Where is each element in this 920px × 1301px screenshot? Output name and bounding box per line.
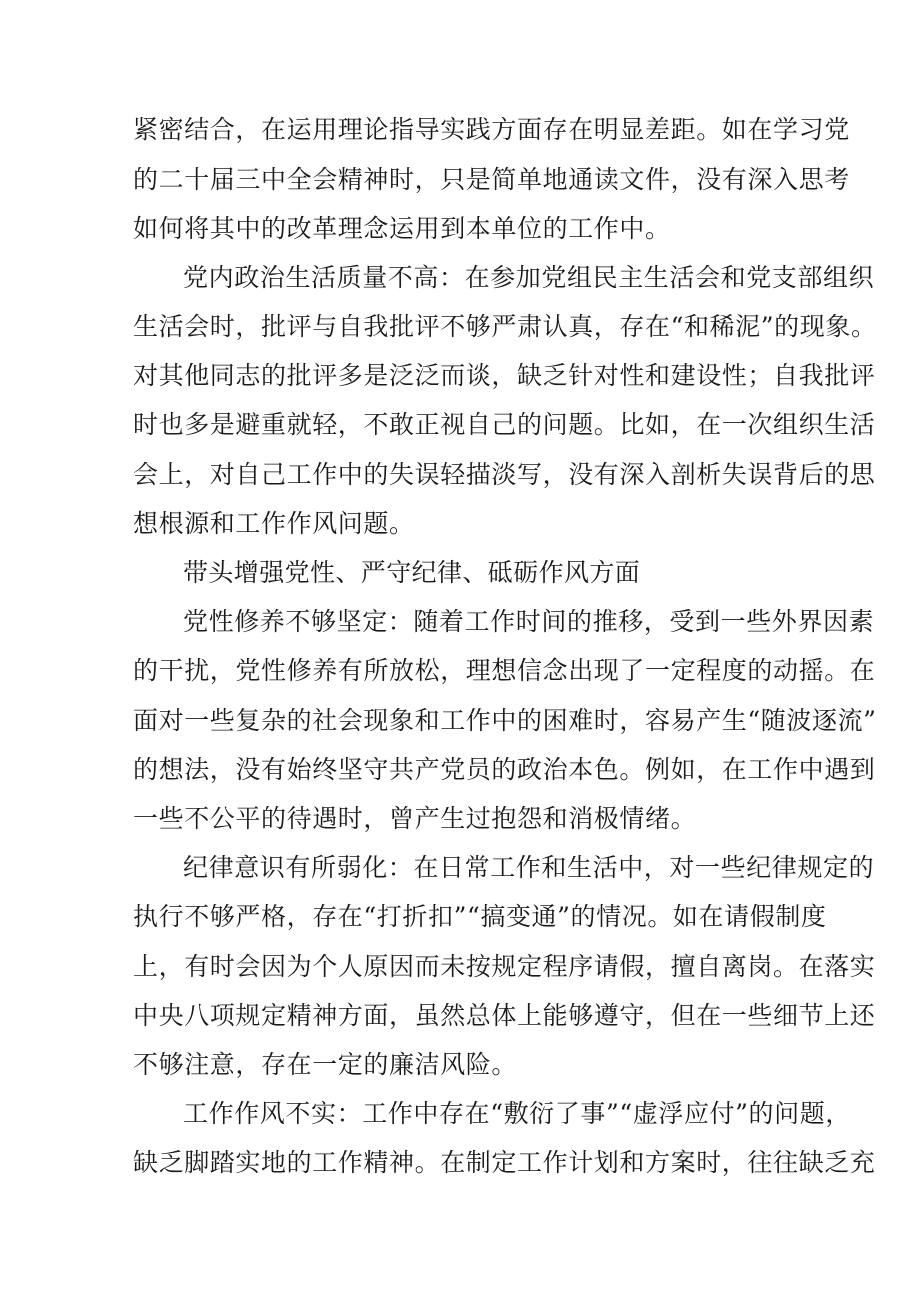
paragraph-first-line: 纪律意识有所弱化：在日常工作和生活中，对一些纪律规定的 xyxy=(183,853,875,882)
text-line: 面对一些复杂的社会现象和工作中的困难时，容易产生“随波逐流” xyxy=(133,706,877,735)
text-line: 执行不够严格，存在“打折扣”“搞变通”的情况。如在请假制度 xyxy=(133,902,827,931)
text-line: 中央八项规定精神方面，虽然总体上能够遵守，但在一些细节上还 xyxy=(133,1001,876,1030)
paragraph-first-line: 党性修养不够坚定：随着工作时间的推移，受到一些外界因素 xyxy=(183,607,875,636)
section-heading: 带头增强党性、严守纪律、砥砺作风方面 xyxy=(183,558,641,587)
text-line: 对其他同志的批评多是泛泛而谈，缺乏针对性和建设性；自我批评 xyxy=(133,361,876,390)
text-line: 上，有时会因为个人原因而未按规定程序请假，擅自离岗。在落实 xyxy=(133,952,876,981)
text-line: 如何将其中的改革理念运用到本单位的工作中。 xyxy=(133,214,671,243)
text-line: 一些不公平的待遇时，曾产生过抱怨和消极情绪。 xyxy=(133,804,697,833)
text-line: 紧密结合，在运用理论指导实践方面存在明显差距。如在学习党 xyxy=(133,115,850,144)
text-line: 生活会时，批评与自我批评不够严肃认真，存在“和稀泥”的现象。 xyxy=(133,312,877,341)
text-line: 的二十届三中全会精神时，只是简单地通读文件，没有深入思考 xyxy=(133,165,850,194)
paragraph-first-line: 工作作风不实：工作中存在“敷衍了事”“虚浮应付”的问题， xyxy=(183,1099,851,1128)
text-line: 想根源和工作作风问题。 xyxy=(133,509,415,538)
text-line: 的想法，没有始终坚守共产党员的政治本色。例如，在工作中遇到 xyxy=(133,755,876,784)
text-line: 会上，对自己工作中的失误轻描淡写，没有深入剖析失误背后的思 xyxy=(133,460,876,489)
text-line: 不够注意，存在一定的廉洁风险。 xyxy=(133,1050,518,1079)
text-line: 的干扰，党性修养有所放松，理想信念出现了一定程度的动摇。在 xyxy=(133,656,876,685)
text-line: 时也多是避重就轻，不敢正视自己的问题。比如，在一次组织生活 xyxy=(133,410,876,439)
text-line: 缺乏脚踏实地的工作精神。在制定工作计划和方案时，往往缺乏充 xyxy=(133,1148,876,1177)
paragraph-first-line: 党内政治生活质量不高：在参加党组民主生活会和党支部组织 xyxy=(183,263,875,292)
